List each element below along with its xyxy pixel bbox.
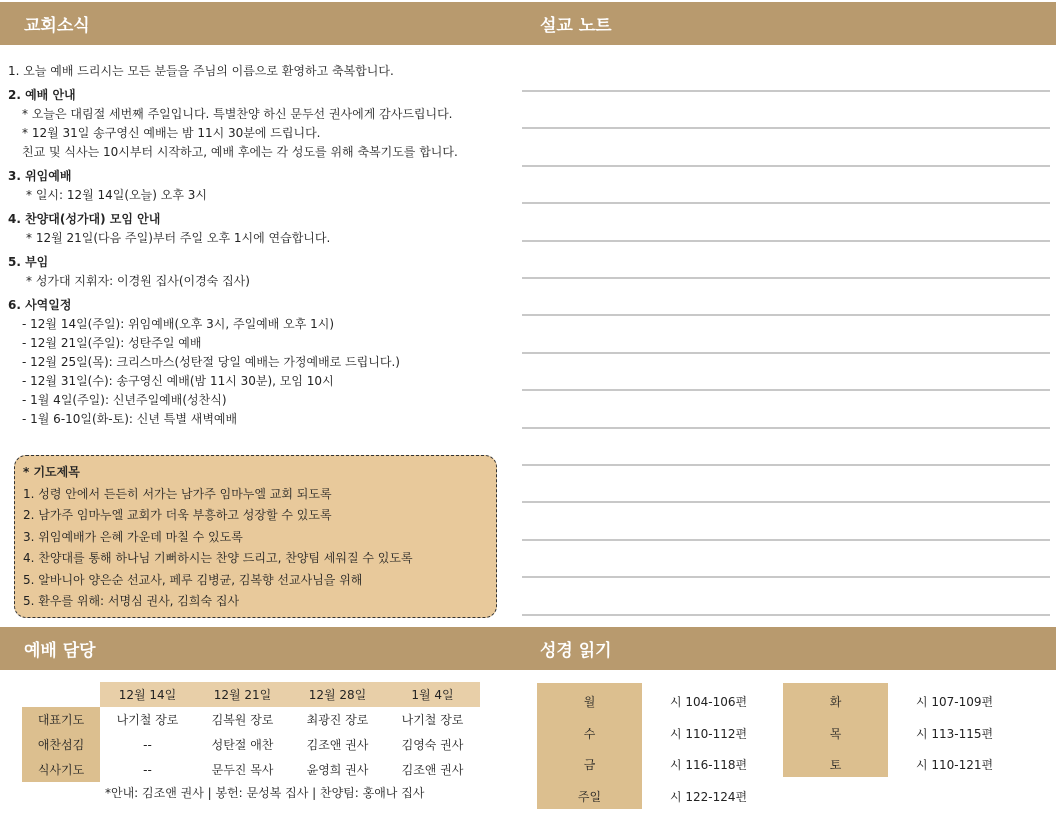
- duty-cell: 김복원 장로: [211, 713, 274, 727]
- date-header: 12월 28일: [290, 682, 385, 707]
- reading-day: 금: [583, 758, 596, 772]
- duty-footnote: *안내: 김조앤 권사 | 봉헌: 문성복 집사 | 찬양팀: 홍애나 집사: [105, 786, 425, 800]
- duty-cell: 나기철 장로: [116, 713, 179, 727]
- reading-header: [516, 627, 1056, 670]
- news-title: 교회소식: [24, 16, 90, 36]
- duty-cell: --: [143, 762, 152, 777]
- news-heading: 5. 부임: [8, 255, 49, 269]
- reading-passage: 시 122-124편: [670, 789, 748, 804]
- reading-day: 월: [583, 695, 596, 709]
- note-line: [522, 127, 1050, 129]
- news-line: - 12월 14일(주일): 위임예배(오후 3시, 주일예배 오후 1시): [22, 317, 335, 331]
- news-heading: 3. 위임예배: [8, 169, 72, 183]
- reading-day: 화: [829, 695, 842, 709]
- duty-cell: 윤영희 권사: [306, 763, 369, 777]
- prayer-box: [14, 455, 497, 618]
- prayer-item: 3. 위임예배가 은혜 가운데 마칠 수 있도록: [23, 529, 243, 544]
- note-line: [522, 614, 1050, 616]
- note-line: [522, 240, 1050, 242]
- news-line: - 12월 21일(주일): 성탄주일 예배: [22, 336, 202, 350]
- prayer-item: 2. 남가주 임마누엘 교회가 더욱 부흥하고 성장할 수 있도록: [23, 508, 332, 522]
- duty-cell: 김영숙 권사: [401, 738, 464, 752]
- note-line: [522, 576, 1050, 578]
- duty-table: [22, 682, 480, 782]
- news-header: [0, 2, 540, 45]
- prayer-item: 1. 성령 안에서 든든히 서가는 남가주 임마누엘 교회 되도록: [23, 486, 332, 501]
- date-header: 12월 21일: [195, 682, 290, 707]
- duty-cell: 최광진 장로: [306, 713, 369, 727]
- duty-cell: 나기철 장로: [401, 713, 464, 727]
- news-line: * 성가대 지휘자: 이경원 집사(이경숙 집사): [26, 274, 250, 288]
- note-line: [522, 389, 1050, 391]
- role-label: 애찬섬김: [22, 732, 100, 757]
- news-line: - 12월 25일(목): 크리스마스(성탄절 당일 예배는 가정예배로 드립니다.): [22, 355, 400, 369]
- news-heading: 2. 예배 안내: [8, 88, 76, 102]
- reading-title: 성경 읽기: [540, 641, 612, 661]
- news-list: [8, 62, 518, 429]
- duty-cell: --: [143, 737, 152, 752]
- duty-cell: 성탄절 애찬: [211, 738, 274, 752]
- reading-passage: 시 113-115편: [916, 726, 994, 741]
- prayer-title: * 기도제목: [23, 465, 80, 479]
- duty-title: 예배 담당: [24, 641, 96, 661]
- prayer-item: 4. 찬양대를 통해 하나님 기뻐하시는 찬양 드리고, 찬양팀 세워질 수 있도록: [23, 551, 413, 565]
- reading-day: 목: [829, 726, 842, 741]
- note-line: [522, 277, 1050, 279]
- news-line: 1. 오늘 예배 드리시는 모든 분들을 주님의 이름으로 환영하고 축복합니다.: [8, 64, 394, 78]
- note-line: [522, 314, 1050, 316]
- news-line: * 오늘은 대림절 세번째 주일입니다. 특별찬양 하신 문두선 권사에게 감사드립니다.: [22, 107, 453, 121]
- note-line: [522, 427, 1050, 429]
- note-line: [522, 539, 1050, 541]
- prayer-item: 5. 알바니아 양은순 선교사, 페루 김병균, 김복향 선교사님을 위해: [23, 572, 363, 587]
- news-heading: 4. 찬양대(성가대) 모임 안내: [8, 212, 161, 226]
- news-line: - 1월 6-10일(화-토): 신년 특별 새벽예배: [22, 412, 238, 426]
- note-line: [522, 202, 1050, 204]
- news-line: * 12월 21일(다음 주일)부터 주일 오후 1시에 연습합니다.: [26, 231, 331, 245]
- news-line: 친교 및 식사는 10시부터 시작하고, 예배 후에는 각 성도를 위해 축복기도를 합니다.: [22, 145, 458, 159]
- news-line: * 일시: 12월 14일(오늘) 오후 3시: [26, 188, 207, 202]
- note-line: [522, 464, 1050, 466]
- notes-header: [516, 2, 1056, 45]
- role-label: 대표기도: [22, 707, 100, 732]
- notes-title: 설교 노트: [540, 16, 612, 36]
- reading-passage: 시 104-106편: [670, 695, 748, 709]
- note-line: [522, 501, 1050, 503]
- note-line: [522, 90, 1050, 92]
- reading-passage: 시 110-121편: [916, 758, 994, 772]
- duty-cell: 김조앤 권사: [306, 738, 369, 752]
- reading-passage: 시 110-112편: [670, 726, 748, 741]
- news-line: * 12월 31일 송구영신 예배는 밤 11시 30분에 드립니다.: [22, 126, 321, 140]
- duty-header: [0, 627, 540, 670]
- prayer-item: 5. 환우를 위해: 서명심 권사, 김희숙 집사: [23, 594, 240, 608]
- date-header: 12월 14일: [100, 682, 195, 707]
- duty-cell: 문두진 목사: [211, 763, 274, 777]
- reading-passage: 시 107-109편: [916, 695, 994, 709]
- reading-day: 주일: [577, 789, 602, 804]
- duty-cell: 김조앤 권사: [401, 763, 464, 777]
- news-line: - 1월 4일(주일): 신년주일예배(성찬식): [22, 393, 227, 407]
- reading-day: 수: [583, 726, 596, 741]
- reading-passage: 시 116-118편: [670, 758, 748, 772]
- role-label: 식사기도: [22, 757, 100, 782]
- reading-day: 토: [829, 758, 842, 772]
- date-header: 1월 4일: [385, 682, 480, 707]
- note-line: [522, 165, 1050, 167]
- note-line: [522, 352, 1050, 354]
- news-line: - 12월 31일(수): 송구영신 예배(밤 11시 30분), 모임 10시: [22, 374, 334, 388]
- news-heading: 6. 사역일정: [8, 298, 72, 312]
